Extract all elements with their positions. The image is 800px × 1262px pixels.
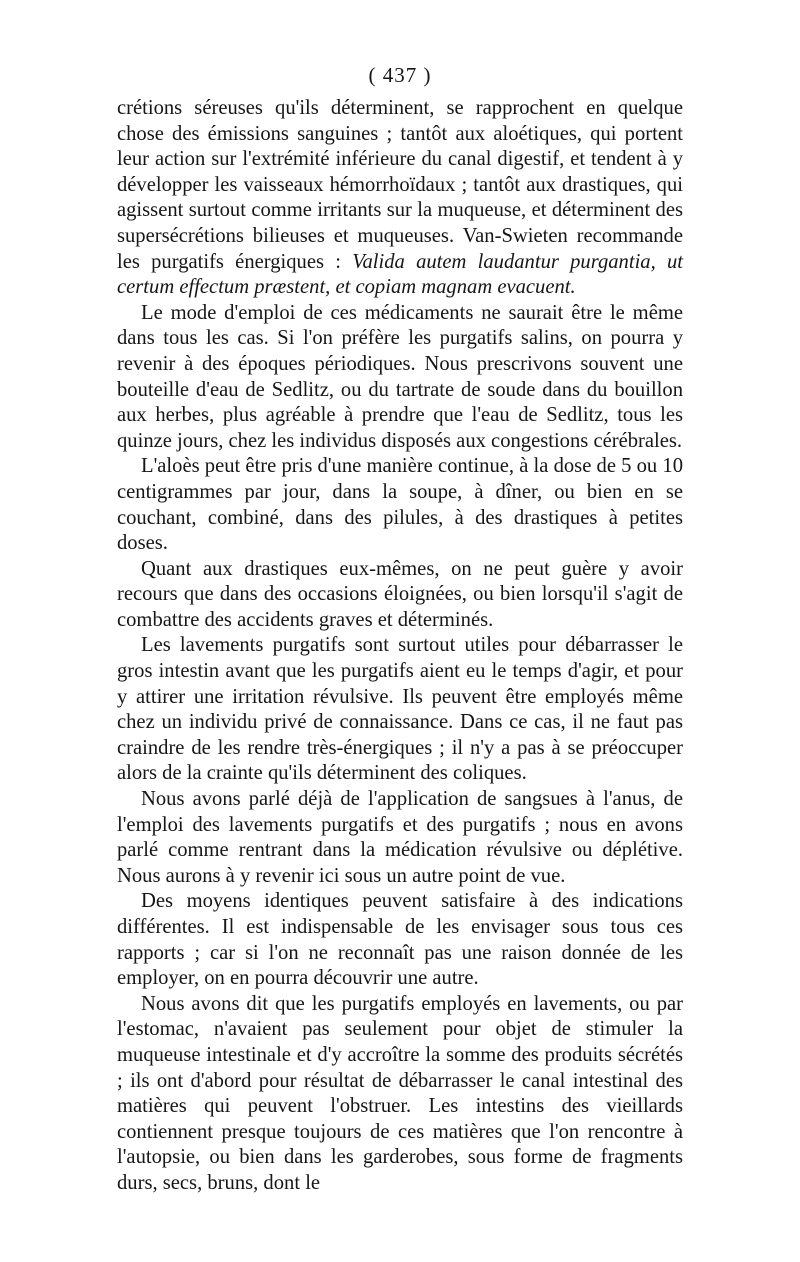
paragraph-6: Nous avons parlé déjà de l'application de sangsues à l'anus, de l'emploi des lavements purgatifs et des purgatifs ; nous en avons parlé comme rentrant dans la médication révulsive ou déplétive. Nous aurons à y revenir ici sous un autre point de vue. [117, 788, 683, 887]
paragraph-1 [117, 96, 683, 301]
paragraph-5: Les lavements purgatifs sont surtout utiles pour débarrasser le gros intestin avant que les purgatifs aient eu le temps d'agir, et pour y attirer une irritation révulsive. Ils peuvent être employés même chez un individu privé de connaissance. Dans ce cas, il ne faut pas craindre de les rendre très-énergiques ; il n'y a pas à se préoccuper alors de la crainte qu'ils déterminent des coliques. [117, 634, 683, 785]
paragraph-4: Quant aux drastiques eux-mêmes, on ne peut guère y avoir recours que dans des occasions éloignées, ou bien lorsqu'il s'agit de combattre des accidents graves et déterminés. [117, 557, 683, 631]
paragraph-8: Nous avons dit que les purgatifs employés en lavements, ou par l'estomac, n'avaient pas seulement pour objet de stimuler la muqueuse intestinale et d'y accroître la somme des produits sécrétés ; ils ont d'abord pour résultat de débarrasser le canal intestinal des matières qui peuvent l'obstruer. Les intestins des vieillards contiennent presque toujours de ces matières que l'on rencontre à l'autopsie, ou bien dans les garderobes, sous forme de fragments durs, secs, bruns, dont le [117, 992, 683, 1194]
paragraph-2: Le mode d'emploi de ces médicaments ne saurait être le même dans tous les cas. Si l'on préfère les purgatifs salins, on pourra y revenir à des époques périodiques. Nous prescrivons souvent une bouteille d'eau de Sedlitz, ou du tartrate de soude dans du bouillon aux herbes, plus agréable à prendre que l'eau de Sedlitz, tous les quinze jours, chez les individus disposés aux congestions cérébrales. [117, 301, 683, 452]
latin-quotation: Valida autem laudantur purgantia, ut certum effectum præstent, et copiam magnam evacuent. [117, 250, 684, 299]
page-number: ( 437 ) [368, 63, 432, 87]
paragraph-1-text: crétions séreuses qu'ils déterminent, se rapprochent en quelque chose des émissions sanguines ; tantôt aux aloétiques, qui portent leur action sur l'extrémité inférieure du canal digestif, et tendent à y développer les vaisseaux hémorrhoïdaux ; tantôt aux drastiques, qui agissent surtout comme irritants sur la muqueuse, et déterminent des supersécrétions bilieuses et muqueuses. Van-Swieten recommande les purgatifs énergiques : [117, 97, 683, 273]
paragraph-7: Des moyens identiques peuvent satisfaire à des indications différentes. Il est indispensable de les envisager sous tous ces rapports ; car si l'on ne reconnaît pas une raison donnée de les employer, on en pourra découvrir une autre. [117, 890, 683, 990]
paragraph-3: L'aloès peut être pris d'une manière continue, à la dose de 5 ou 10 centigrammes par jour, dans la soupe, à dîner, ou bien en se couchant, combiné, dans des pilules, à des drastiques à petites doses. [117, 455, 683, 555]
book-page [117, 62, 683, 1197]
